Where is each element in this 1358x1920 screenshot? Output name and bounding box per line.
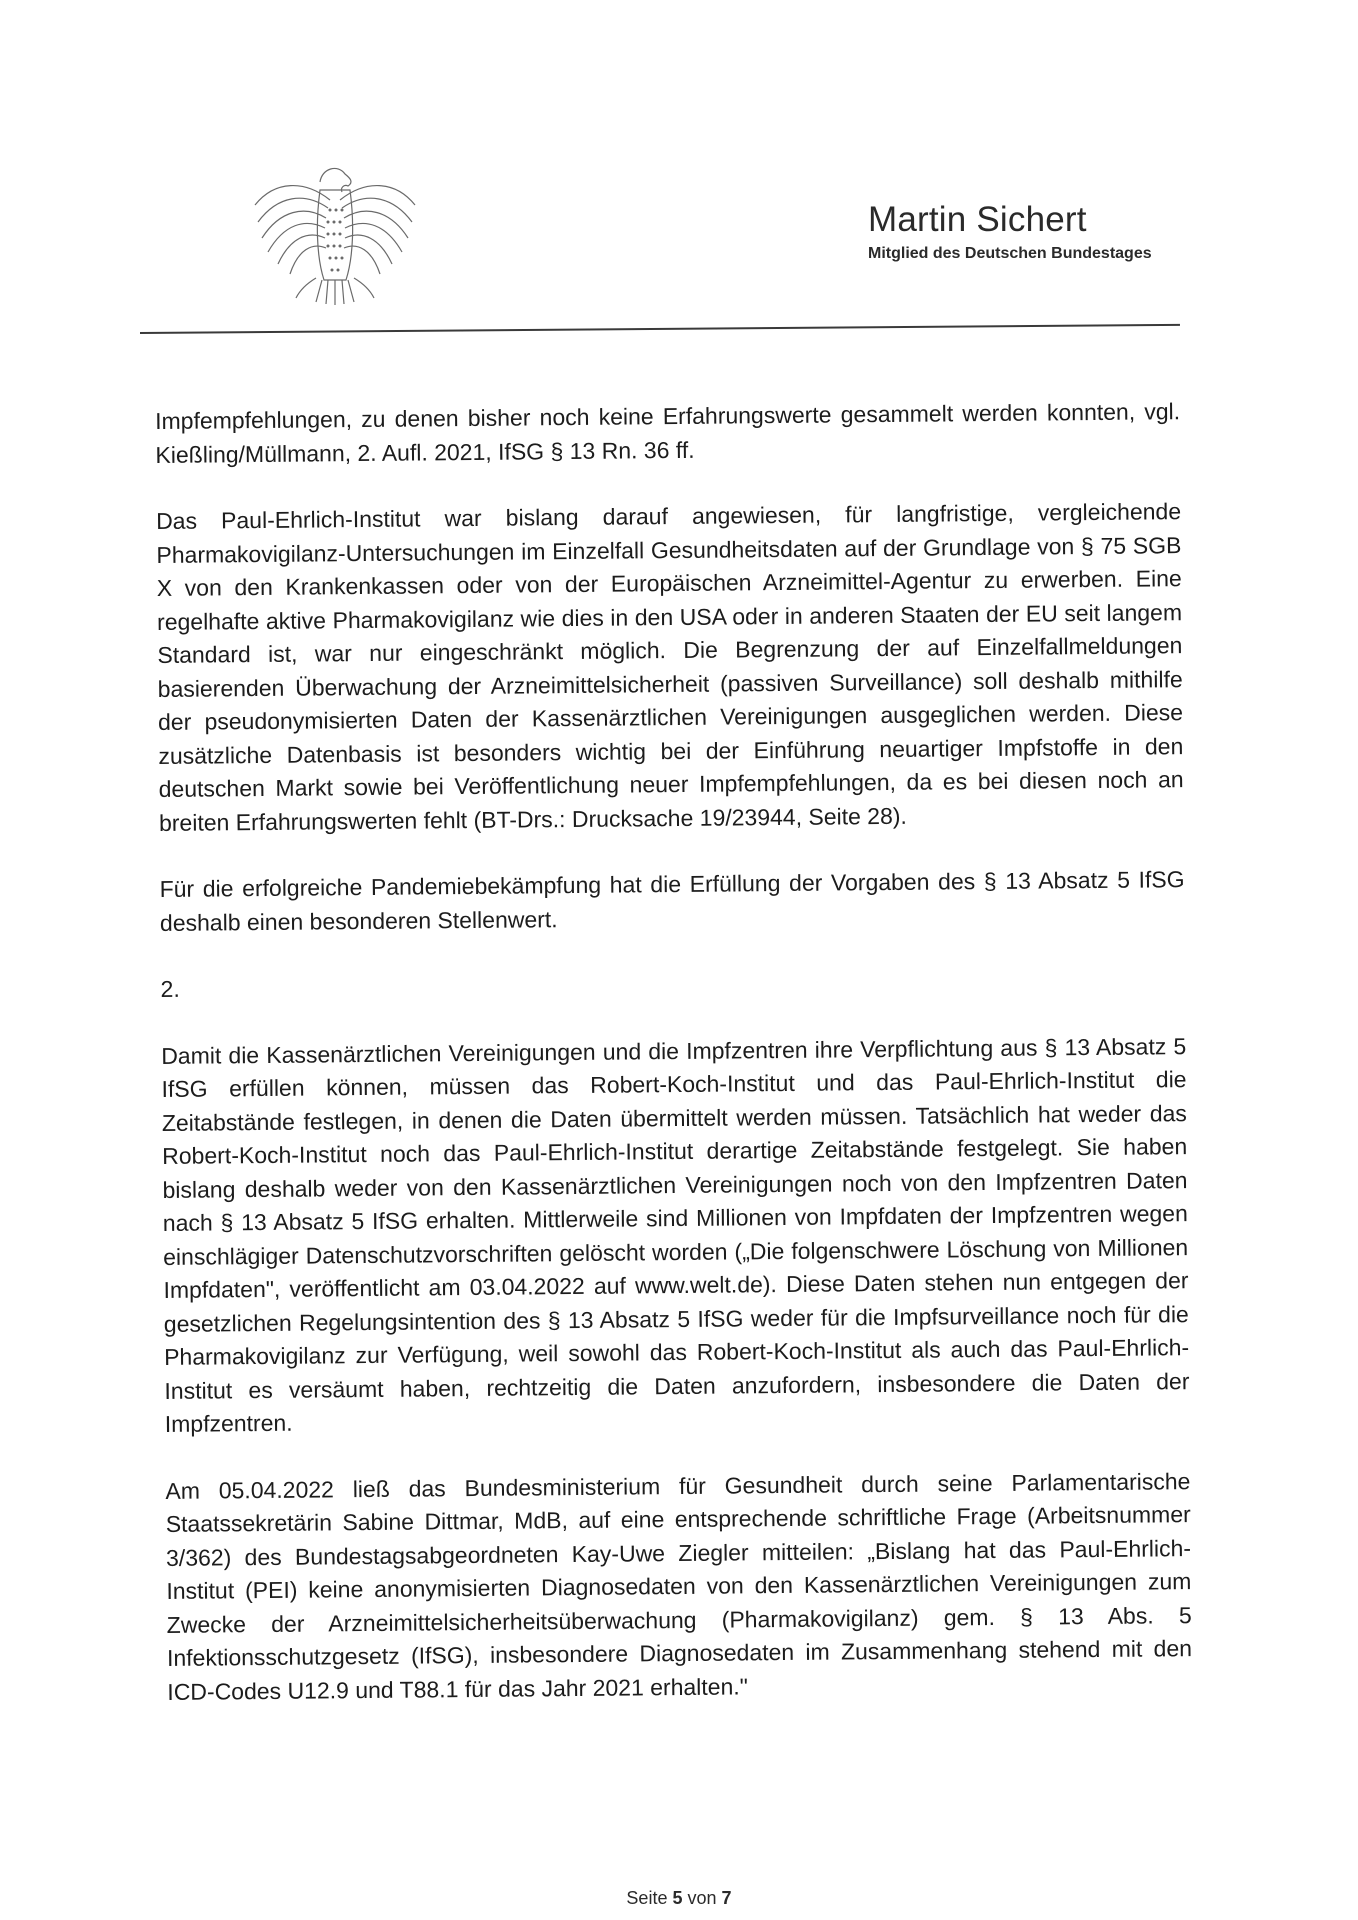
paragraph: Das Paul-Ehrlich-Institut war bislang darauf angewiesen, für langfristige, vergleichende Pharmakovigilanz-Untersuchungen im Einzelfall Gesundheitsdaten auf der Grundlage von § 75 SGB X von den Krankenkassen oder von der Europäischen Arzneimittel-Agentur zu erwerben. Eine regelhafte aktive Pharmakovigilanz wie dies in den USA oder in anderen Staaten der EU seit langem Standard ist, war nur eingeschränkt möglich. Die Begrenzung der auf Einzelfallmeldungen basierenden Überwachung der Arzneimittelsicherheit (passiven Surveillance) soll deshalb mithilfe der pseudonymisierten Daten der Kassenärztlichen Vereinigungen ausgeglichen werden. Diese zusätzliche Datenbasis ist besonders wichtig bei der Einführung neuartiger Impfstoffe in den deutschen Markt sowie bei Veröffentlichung neuer Impfempfehlungen, da es bei diesen noch an breiten Erfahrungswerten fehlt (BT-Drs.: Drucksache 19/23944, Seite 28). xyxy=(155,498,1184,836)
header-divider xyxy=(140,324,1180,334)
sender-title: Mitglied des Deutschen Bundestages xyxy=(868,245,1152,262)
sender-name: Martin Sichert xyxy=(868,200,1087,239)
letterhead xyxy=(868,200,1152,264)
section-number: 2. xyxy=(160,975,180,1002)
paragraph: Damit die Kassenärztlichen Vereinigungen und die Impfzentren ihre Verpflichtung aus § 13 Absatz 5 IfSG erfüllen können, müssen das Robert-Koch-Institut und das Paul-Ehrlich-Institut die Zeitabstände festlegen, in denen die Daten übermittelt werden müssen. Tatsächlich hat weder das Robert-Koch-Institut noch das Paul-Ehrlich-Institut derartige Zeitabstände festgelegt. Sie haben bislang deshalb weder von den Kassenärztlichen Vereinigungen noch von den Impfzentren Daten nach § 13 Absatz 5 IfSG erhalten. Mittlerweile sind Millionen von Impfdaten der Impfzentren wegen einschlägiger Datenschutzvorschriften gelöscht worden („Die folgenschwere Löschung von Millionen Impfdaten", veröffentlicht am 03.04.2022 auf www.welt.de). Diese Daten stehen nun entgegen der gesetzlichen Regelungsintention des § 13 Absatz 5 IfSG weder für die Impfsurveillance noch für die Pharmakovigilanz zur Verfügung, weil sowohl das Robert-Koch-Institut als auch das Paul-Ehrlich-Institut es versäumt haben, rechtzeitig die Daten anzufordern, insbesondere die Daten der Impfzentren. xyxy=(161,1032,1190,1437)
page-total: 7 xyxy=(721,1888,732,1908)
paragraph: Am 05.04.2022 ließ das Bundesministerium für Gesundheit durch seine Parlamentarische Staatssekretärin Sabine Dittmar, MdB, auf eine entsprechende schriftliche Frage (Arbeitsnummer 3/362) des Bundestagsabgeordneten Kay-Uwe Ziegler mitteilen: „Bislang hat das Paul-Ehrlich-Institut (PEI) keine anonymisierten Diagnosedaten von den Kassenärztlichen Vereinigungen zum Zwecke der Arzneimittelsicherheitsüberwachung (Pharmakovigilanz) gem. § 13 Abs. 5 Infektionsschutzgesetz (IfSG), insbesondere Diagnosedaten im Zusammenhang stehend mit den ICD-Codes U12.9 und T88.1 für das Jahr 2021 erhalten." xyxy=(165,1467,1193,1705)
federal-eagle-logo xyxy=(250,160,420,310)
letter-body xyxy=(155,395,1192,1709)
paragraph: Impfempfehlungen, zu denen bisher noch keine Erfahrungswerte gesammelt werden konnten, vgl. Kießling/Müllmann, 2. Aufl. 2021, IfSG § 13 Rn. 36 ff. xyxy=(155,398,1181,468)
page-footer xyxy=(0,1888,1358,1909)
page-label: Seite xyxy=(626,1888,668,1908)
paragraph: Für die erfolgreiche Pandemiebekämpfung hat die Erfüllung der Vorgaben des § 13 Absatz 5 IfSG deshalb einen besonderen Stellenwert. xyxy=(159,866,1185,936)
page-number: 5 xyxy=(672,1888,683,1908)
page-of-label: von xyxy=(687,1888,717,1908)
